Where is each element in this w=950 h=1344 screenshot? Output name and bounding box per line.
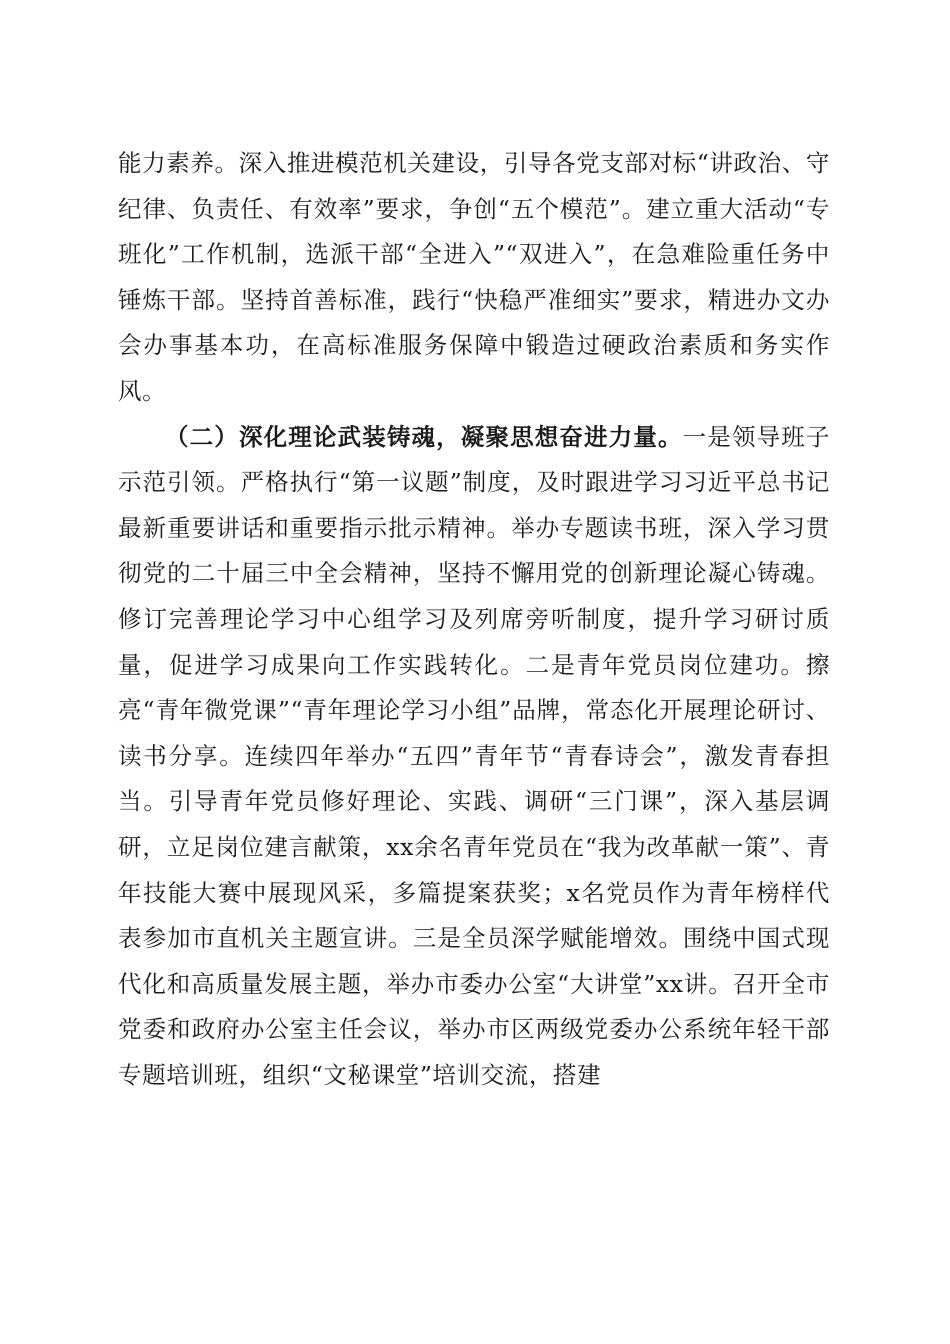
paragraph-text: 一是领导班子示范引领。严格执行“第一议题”制度，及时跟进学习习近平总书记最新重要讲话和重要指示批示精神。举办专题读书班，深入学习贯彻党的二十届三中全会精神，坚持不懈用党的创新理论凝心铸魂。修订完善理论学习中心组学习及列席旁听制度，提升学习研讨质量，促进学习成果向工作实践转化。二是青年党员岗位建功。擦亮“青年微党课”“青年理论学习小组”品牌，常态化开展理论研讨、读书分享。连续四年举办“五四”青年节“青春诗会”，激发青春担当。引导青年党员修好理论、实践、调研“三门课”，深入基层调研，立足岗位建言献策，xx余名青年党员在“我为改革献一策”、青年技能大赛中展现风采，多篇提案获奖；x名党员作为青年榜样代表参加市直机关主题宣讲。三是全员深学赋能增效。围绕中国式现代化和高质量发展主题，举办市委办公室“大讲堂”xx讲。召开全市党委和政府办公室主任会议，举办市区两级党委办公系统年轻干部专题培训班，组织“文秘课堂”培训交流，搭建	[118, 422, 830, 1089]
document-body	[118, 141, 830, 1098]
paragraph-text: 能力素养。深入推进模范机关建设，引导各党支部对标“讲政治、守纪律、负责任、有效率”要求，争创“五个模范”。建立重大活动“专班化”工作机制，选派干部“全进入”“双进入”，在急难险重任务中锤炼干部。坚持首善标准，践行“快稳严准细实”要求，精进办文办会办事基本功，在高标准服务保障中锻造过硬政治素质和务实作风。	[118, 149, 830, 405]
paragraph-section-two	[118, 415, 830, 1099]
section-heading: （二）深化理论武装铸魂，凝聚思想奋进力量。	[165, 422, 683, 451]
paragraph-continuation	[118, 141, 830, 415]
